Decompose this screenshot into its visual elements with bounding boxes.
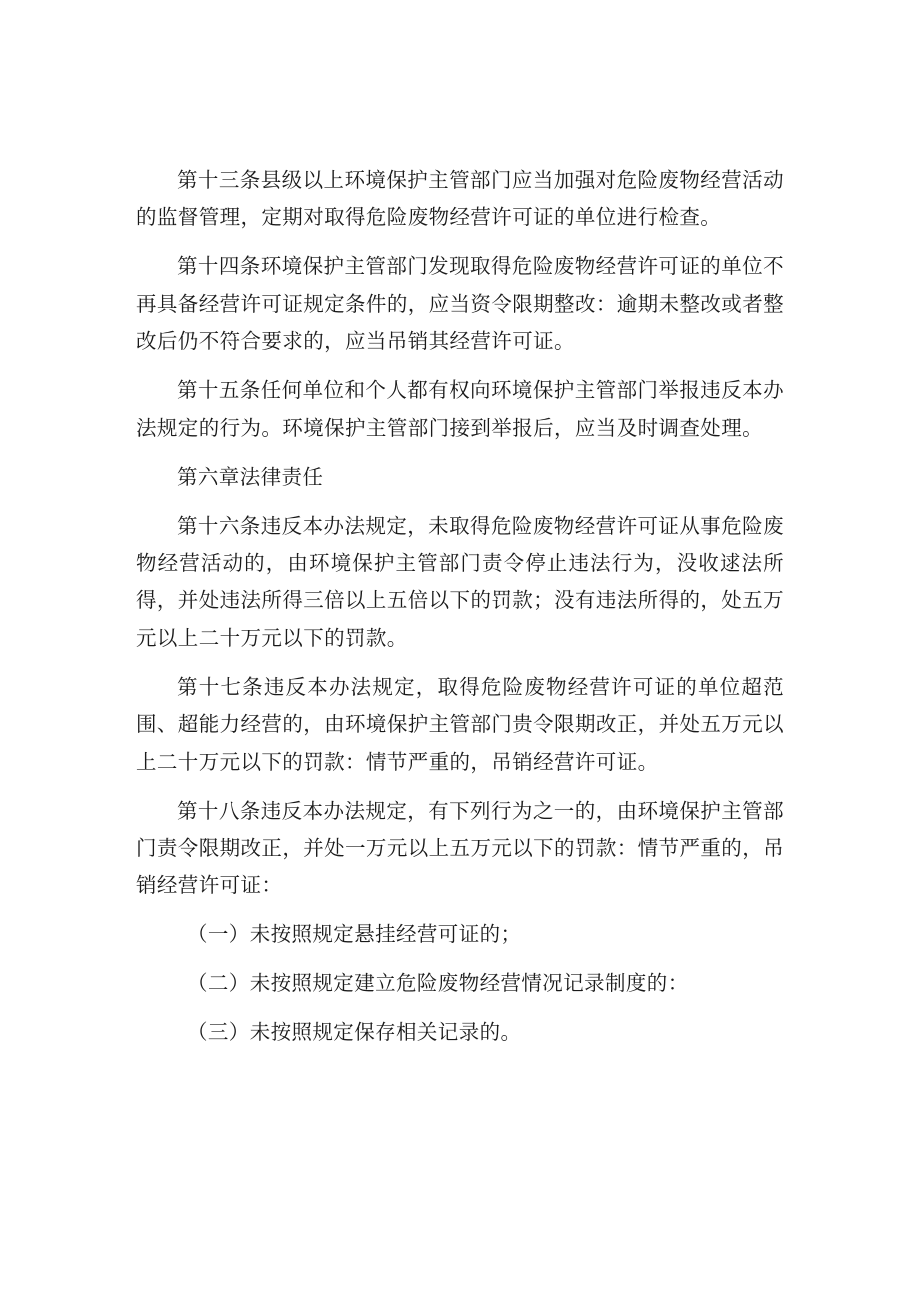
article-18-item-1: （一）未按照规定悬挂经营可证的； xyxy=(187,922,522,947)
article-17-paragraph: 第十七条违反本办法规定，取得危险废物经营许可证的单位超范围、超能力经营的，由环境保护主管部门贵令限期改正，并处五万元以上二十万元以下的罚款：情节严重的，吊销经营许可证。 xyxy=(136,674,784,774)
article-18-item-3: （三）未按照规定保存相关记录的。 xyxy=(187,1020,522,1045)
article-15-paragraph: 第十五条任何单位和个人都有权向环境保护主管部门举报违反本办法规定的行为。环境保护主管部门接到举报后，应当及时调查处理。 xyxy=(136,378,784,440)
document-body xyxy=(136,162,784,1063)
article-16-paragraph: 第十六条违反本办法规定，未取得危险废物经营许可证从事危险废物经营活动的，由环境保护主管部门责令停止违法行为，没收逑法所得，并处违法所得三倍以上五倍以下的罚款；没有违法所得的，处五万元以上二十万元以下的罚款。 xyxy=(136,513,784,650)
article-18-item-2: （二）未按照规定建立危险废物经营情况记录制度的： xyxy=(187,971,689,996)
article-13-paragraph: 第十三条县级以上环境保护主管部门应当加强对危险废物经营活动的监督管理，定期对取得危险废物经营许可证的单位进行检查。 xyxy=(136,168,784,230)
article-18-paragraph: 第十八条违反本办法规定，有下列行为之一的，由环境保护主管部门责令限期改正，并处一万元以上五万元以下的罚款：情节严重的，吊销经营许可证： xyxy=(136,798,784,898)
chapter-6-heading: 第六章法律责任 xyxy=(177,464,324,489)
article-14-paragraph: 第十四条环境保护主管部门发现取得危险废物经营许可证的单位不再具备经营许可证规定条件的，应当资令限期整改：逾期未整改或者整改后仍不符合要求的，应当吊销其经营许可证。 xyxy=(136,254,784,354)
